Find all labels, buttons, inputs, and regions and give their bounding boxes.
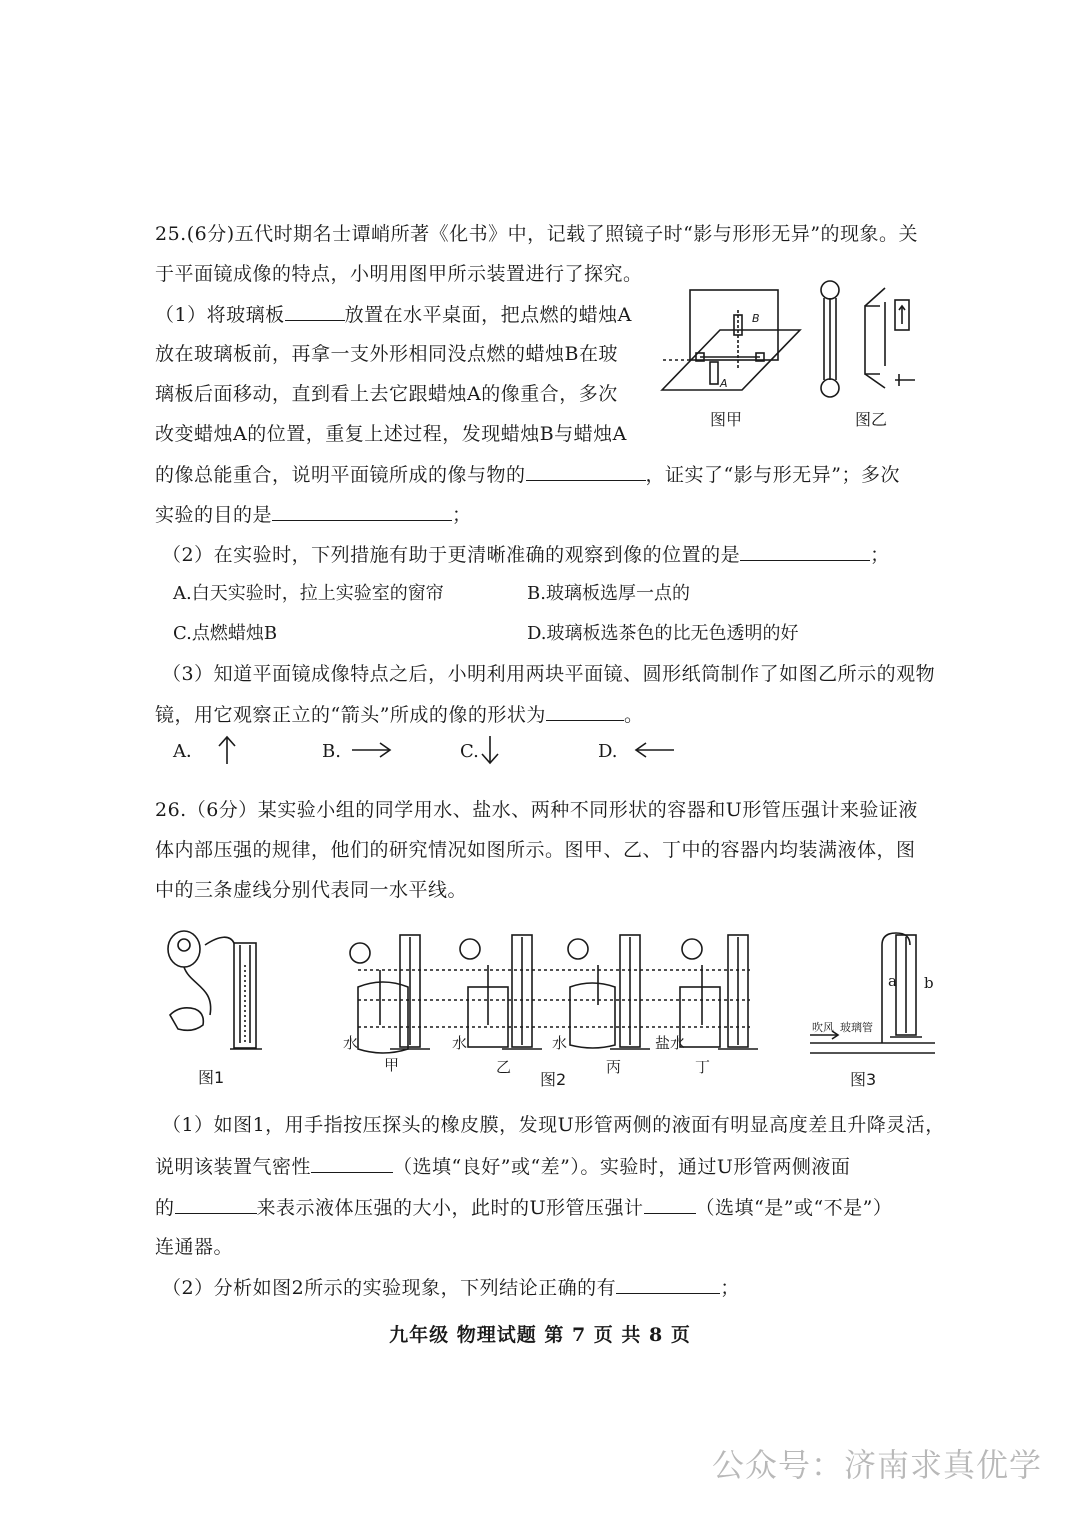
q26-part2-post: ； (720, 1277, 740, 1299)
q25-option-c: C.点燃蜡烛B (173, 623, 278, 644)
figure-2-label-jia: 甲 (384, 1056, 400, 1074)
arrow-down-icon (478, 734, 502, 766)
q25-part2-line (162, 542, 890, 567)
q26-blank-height-difference[interactable] (175, 1195, 257, 1214)
figure-jia-caption: 图甲 (710, 410, 743, 429)
q26-part2-line (162, 1275, 740, 1300)
arrow-right-icon (350, 740, 394, 760)
q25-part3-line-a: （3）知道平面镜成像特点之后，小明利用两块平面镜、圆形纸筒制作了如图乙所示的观物 (162, 663, 936, 685)
q25-option-b: B.玻璃板选厚一点的 (527, 583, 690, 604)
figure-3-label-a: a (888, 972, 897, 990)
q26-line3: 中的三条虚线分别代表同一水平线。 (155, 879, 468, 901)
q25-part2-pre: （2）在实验时，下列措施有助于更清晰准确的观察到像的位置的是 (162, 544, 741, 566)
q26-part1-c-mid: 来表示液体压强的大小，此时的U形管压强计 (256, 1197, 644, 1219)
q26-part2-pre: （2）分析如图2所示的实验现象，下列结论正确的有 (162, 1277, 617, 1299)
figure-2-caption: 图2 (540, 1070, 567, 1089)
figure-1-diagram (160, 925, 270, 1060)
q26-blank-airtightness[interactable] (311, 1154, 393, 1173)
figure-3-diagram (810, 925, 940, 1060)
page-footer: 九年级 物理试题 第 7 页 共 8 页 (389, 1324, 691, 1346)
q26-part1-b-pre: 说明该装置气密性 (155, 1156, 312, 1178)
q25-part1-line-f (155, 502, 472, 527)
figure-2-label-ding: 丁 (695, 1058, 711, 1076)
q26-part1-line-c (155, 1195, 892, 1220)
figure-3-label-b: b (924, 974, 934, 992)
q25-part1-f-post: ； (452, 504, 472, 526)
figure-2-liquid-yi: 水 (452, 1034, 468, 1052)
q26-blank-connector[interactable] (644, 1195, 696, 1214)
q25-part1-line-a (155, 302, 632, 327)
q25-part1-f-pre: 实验的目的是 (155, 504, 273, 526)
figure-jia-label-b: B (752, 312, 760, 325)
q25-part1-line-e (155, 462, 900, 487)
q25-line1: 25.(6分)五代时期名士谭峭所著《化书》中，记载了照镜子时“影与形形无异”的现象。关 (155, 223, 919, 245)
q25-part3-b-post: 。 (623, 704, 644, 726)
figure-yi-diagram (815, 278, 925, 418)
arrow-left-icon (632, 740, 676, 760)
figure-3-label-tube: 玻璃管 (840, 1021, 873, 1034)
q25-option-d: D.玻璃板选茶色的比无色透明的好 (527, 623, 799, 644)
q25-arrow-option-b-label: B. (322, 741, 341, 762)
q25-blank-glass-placement[interactable] (285, 302, 345, 321)
q26-part1-line-a: （1）如图1，用手指按压探头的橡皮膜，发现U形管两侧的液面有明显高度差且升降灵活， (162, 1114, 945, 1136)
q25-line2: 于平面镜成像的特点，小明用图甲所示装置进行了探究。 (155, 263, 643, 285)
q25-part1-e-pre: 的像总能重合，说明平面镜所成的像与物的 (155, 464, 526, 486)
q25-part2-post: ； (870, 544, 890, 566)
q26-blank-conclusions[interactable] (616, 1275, 720, 1294)
q25-part1-a-post: 放置在水平桌面，把点燃的蜡烛A (344, 304, 632, 326)
q26-part1-b-post: （选填“良好”或“差”）。实验时，通过U形管两侧液面 (393, 1156, 851, 1178)
q26-part1-line-d: 连通器。 (155, 1236, 234, 1258)
figure-2-liquid-jia: 水 (343, 1034, 359, 1052)
figure-3-caption: 图3 (850, 1070, 877, 1089)
q25-part1-a-pre: （1）将玻璃板 (155, 304, 285, 326)
q25-blank-purpose[interactable] (272, 502, 452, 521)
q25-part1-line-b: 放在玻璃板前，再拿一支外形相同没点燃的蜡烛B在玻 (155, 343, 618, 365)
arrow-up-icon (215, 734, 239, 766)
q25-part1-line-c: 璃板后面移动，直到看上去它跟蜡烛A的像重合，多次 (155, 383, 618, 405)
figure-jia-diagram (660, 280, 810, 410)
q25-part3-line-b (155, 702, 643, 727)
figure-2-diagram (330, 925, 770, 1060)
q25-part3-b-pre: 镜，用它观察正立的“箭头”所成的像的形状为 (155, 704, 546, 726)
figure-jia-label-a: A (720, 377, 728, 390)
q26-part1-c-post: （选填“是”或“不是”） (695, 1197, 893, 1219)
q25-arrow-option-c-label: C. (460, 741, 479, 762)
q25-blank-measures[interactable] (740, 542, 870, 561)
figure-1-caption: 图1 (198, 1068, 225, 1087)
q25-blank-arrow-shape[interactable] (546, 702, 624, 721)
q25-option-a: A.白天实验时，拉上实验室的窗帘 (173, 583, 444, 604)
figure-2-label-bing: 丙 (606, 1058, 622, 1076)
q25-arrow-option-a-label: A． (173, 741, 204, 762)
figure-yi-caption: 图乙 (855, 410, 888, 429)
q26-line2: 体内部压强的规律，他们的研究情况如图所示。图甲、乙、丁中的容器内均装满液体，图 (155, 839, 916, 861)
figure-2-liquid-bing: 水 (552, 1034, 568, 1052)
figure-3-label-blow: 吹风 (812, 1021, 834, 1034)
q26-line1: 26.（6分）某实验小组的同学用水、盐水、两种不同形状的容器和U形管压强计来验证液 (155, 799, 918, 821)
q25-blank-image-relation[interactable] (526, 462, 646, 481)
q26-part1-c-pre: 的 (155, 1197, 175, 1219)
q25-part1-e-post: ，证实了“影与形无异”；多次 (645, 464, 900, 486)
q25-part1-line-d: 改变蜡烛A的位置，重复上述过程，发现蜡烛B与蜡烛A (155, 423, 627, 445)
figure-2-label-yi: 乙 (496, 1058, 512, 1076)
q25-arrow-option-d-label: D. (598, 741, 618, 762)
q26-part1-line-b (155, 1154, 850, 1179)
watermark: 公众号：济南求真优学 (712, 1446, 1043, 1484)
figure-2-liquid-ding: 盐水 (655, 1034, 686, 1052)
